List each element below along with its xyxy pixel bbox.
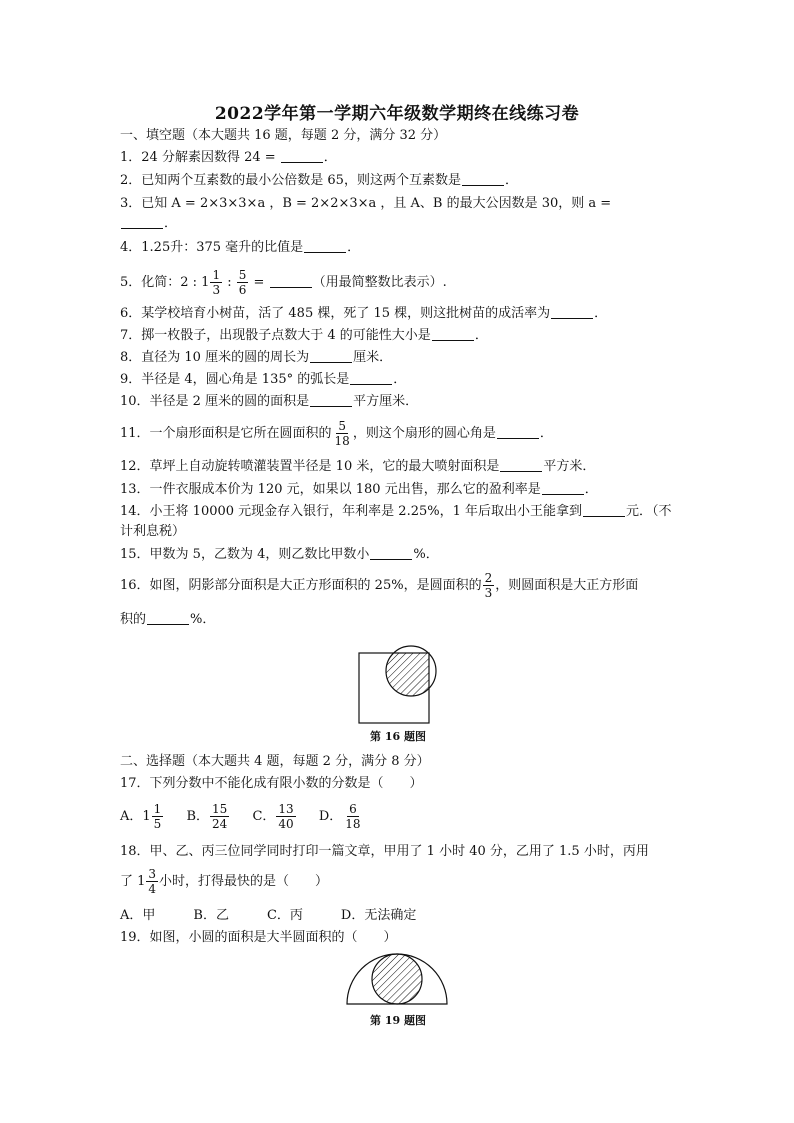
answer-blank[interactable]	[310, 348, 352, 363]
question-7: 7．掷一枚骰子，出现骰子点数大于 4 的可能性大小是 ．	[120, 328, 488, 343]
question-8: 8．直径为 10 厘米的圆的周长为 厘米．	[120, 350, 393, 365]
fraction: $\frac{5}{6}$	[238, 268, 247, 297]
fraction: $\frac{6}{18}$	[345, 802, 361, 831]
option-d[interactable]: D． $\frac{6}{18}$	[318, 802, 361, 831]
section1-header: 一、填空题（本大题共 16 题，每题 2 分，满分 32 分）	[120, 128, 447, 143]
answer-blank[interactable]	[121, 214, 163, 229]
question-14: 14．小王将 10000 元现金存入银行，年利率是 2.25%，1 年后取出小王能拿到 元．（不	[120, 504, 672, 519]
fraction: $\frac{3}{4}$	[148, 867, 157, 896]
option-b[interactable]: B． $\frac{15}{24}$	[186, 802, 228, 831]
question-9: 9．半径是 4，圆心角是 135° 的弧长是 ．	[120, 372, 407, 387]
question-11: 11．一个扇形面积是它所在圆面积的 $\frac{5}{18}$ ，则这个扇形的圆心角是 ．	[120, 419, 553, 448]
answer-blank[interactable]	[304, 238, 346, 253]
question-18: 18．甲、乙、丙三位同学同时打印一篇文章，甲用了 1 小时 40 分，乙用了 1.5 小时，丙用	[120, 844, 649, 859]
figure-19	[342, 947, 452, 1007]
section2-header: 二、选择题（本大题共 4 题，每题 2 分，满分 8 分）	[120, 754, 430, 769]
option-b[interactable]: B．乙	[193, 908, 229, 923]
question-6: 6．某学校培育小树苗，活了 485 棵，死了 15 棵，则这批树苗的成活率为 ．	[120, 306, 608, 321]
answer-blank[interactable]	[462, 171, 504, 186]
figure-19-caption: 第 19 题图	[370, 1014, 426, 1027]
question-13: 13．一件衣服成本价为 120 元，如果以 180 元出售，那么它的盈利率是 ．	[120, 482, 598, 497]
fraction: $\frac{2}{3}$	[484, 571, 493, 600]
fraction: $\frac{5}{18}$	[334, 419, 350, 448]
answer-blank[interactable]	[281, 148, 323, 163]
answer-blank[interactable]	[147, 610, 189, 625]
answer-blank[interactable]	[310, 392, 352, 407]
fraction: $\frac{15}{24}$	[212, 802, 228, 831]
answer-blank[interactable]	[500, 457, 542, 472]
question-17-options	[120, 798, 382, 836]
fraction: $\frac{13}{40}$	[278, 802, 294, 831]
question-18-options	[120, 906, 434, 926]
question-16: 16．如图，阴影部分面积是大正方形面积的 25%，是圆面积的 $\frac{2}{3}$ ，则圆面积是大正方形面	[120, 571, 639, 600]
page-title: 2022学年第一学期六年级数学期终在线练习卷	[214, 104, 580, 124]
shaded-region	[386, 646, 436, 696]
figure-16-caption: 第 16 题图	[370, 730, 426, 743]
question-3: 3．已知 A = 2×3×3×a ，B = 2×2×3×a ，且 A、B 的最大公因数是 30，则 a =	[120, 196, 612, 211]
option-a[interactable]: A．1 $\frac{1}{5}$	[120, 802, 162, 831]
question-3-cont: ．	[120, 214, 177, 234]
answer-blank[interactable]	[370, 545, 412, 560]
option-c[interactable]: C．丙	[266, 908, 303, 923]
question-1: 1．24 分解素因数得 24 = ．	[120, 150, 337, 165]
question-2: 2．已知两个互素数的最小公倍数是 65，则这两个互素数是 ．	[120, 173, 518, 188]
question-18-cont: 了 1 $\frac{3}{4}$ 小时，打得最快的是（ ）	[120, 867, 329, 896]
answer-blank[interactable]	[583, 502, 625, 517]
answer-blank[interactable]	[551, 304, 593, 319]
question-17: 17．下列分数中不能化成有限小数的分数是（ ）	[120, 776, 423, 791]
option-c[interactable]: C． $\frac{13}{40}$	[252, 802, 294, 831]
question-5: 5．化简：2 : 1 $\frac{1}{3}$ : $\frac{5}{6}$ = （用最简整数比表示）.	[120, 268, 447, 297]
answer-blank[interactable]	[432, 326, 474, 341]
figure-16	[350, 638, 450, 728]
question-4: 4．1.25升：375 毫升的比值是 ．	[120, 240, 361, 255]
fraction: $\frac{1}{3}$	[212, 268, 221, 297]
question-12: 12．草坪上自动旋转喷灌装置半径是 10 米，它的最大喷射面积是 平方米．	[120, 459, 596, 474]
question-10: 10．半径是 2 厘米的圆的面积是 平方厘米．	[120, 394, 419, 409]
answer-blank[interactable]	[497, 424, 539, 439]
option-a[interactable]: A．甲	[120, 908, 156, 923]
answer-blank[interactable]	[270, 273, 312, 288]
option-d[interactable]: D．无法确定	[340, 908, 417, 923]
question-14-cont: 计利息税）	[120, 524, 186, 539]
answer-blank[interactable]	[542, 480, 584, 495]
question-16-cont: 积的 %．	[120, 612, 216, 627]
question-15: 15．甲数为 5，乙数为 4，则乙数比甲数小 %．	[120, 547, 439, 562]
question-19: 19．如图，小圆的面积是大半圆面积的（ ）	[120, 930, 397, 945]
fraction: $\frac{1}{5}$	[153, 802, 162, 831]
answer-blank[interactable]	[350, 370, 392, 385]
small-circle	[372, 954, 422, 1004]
